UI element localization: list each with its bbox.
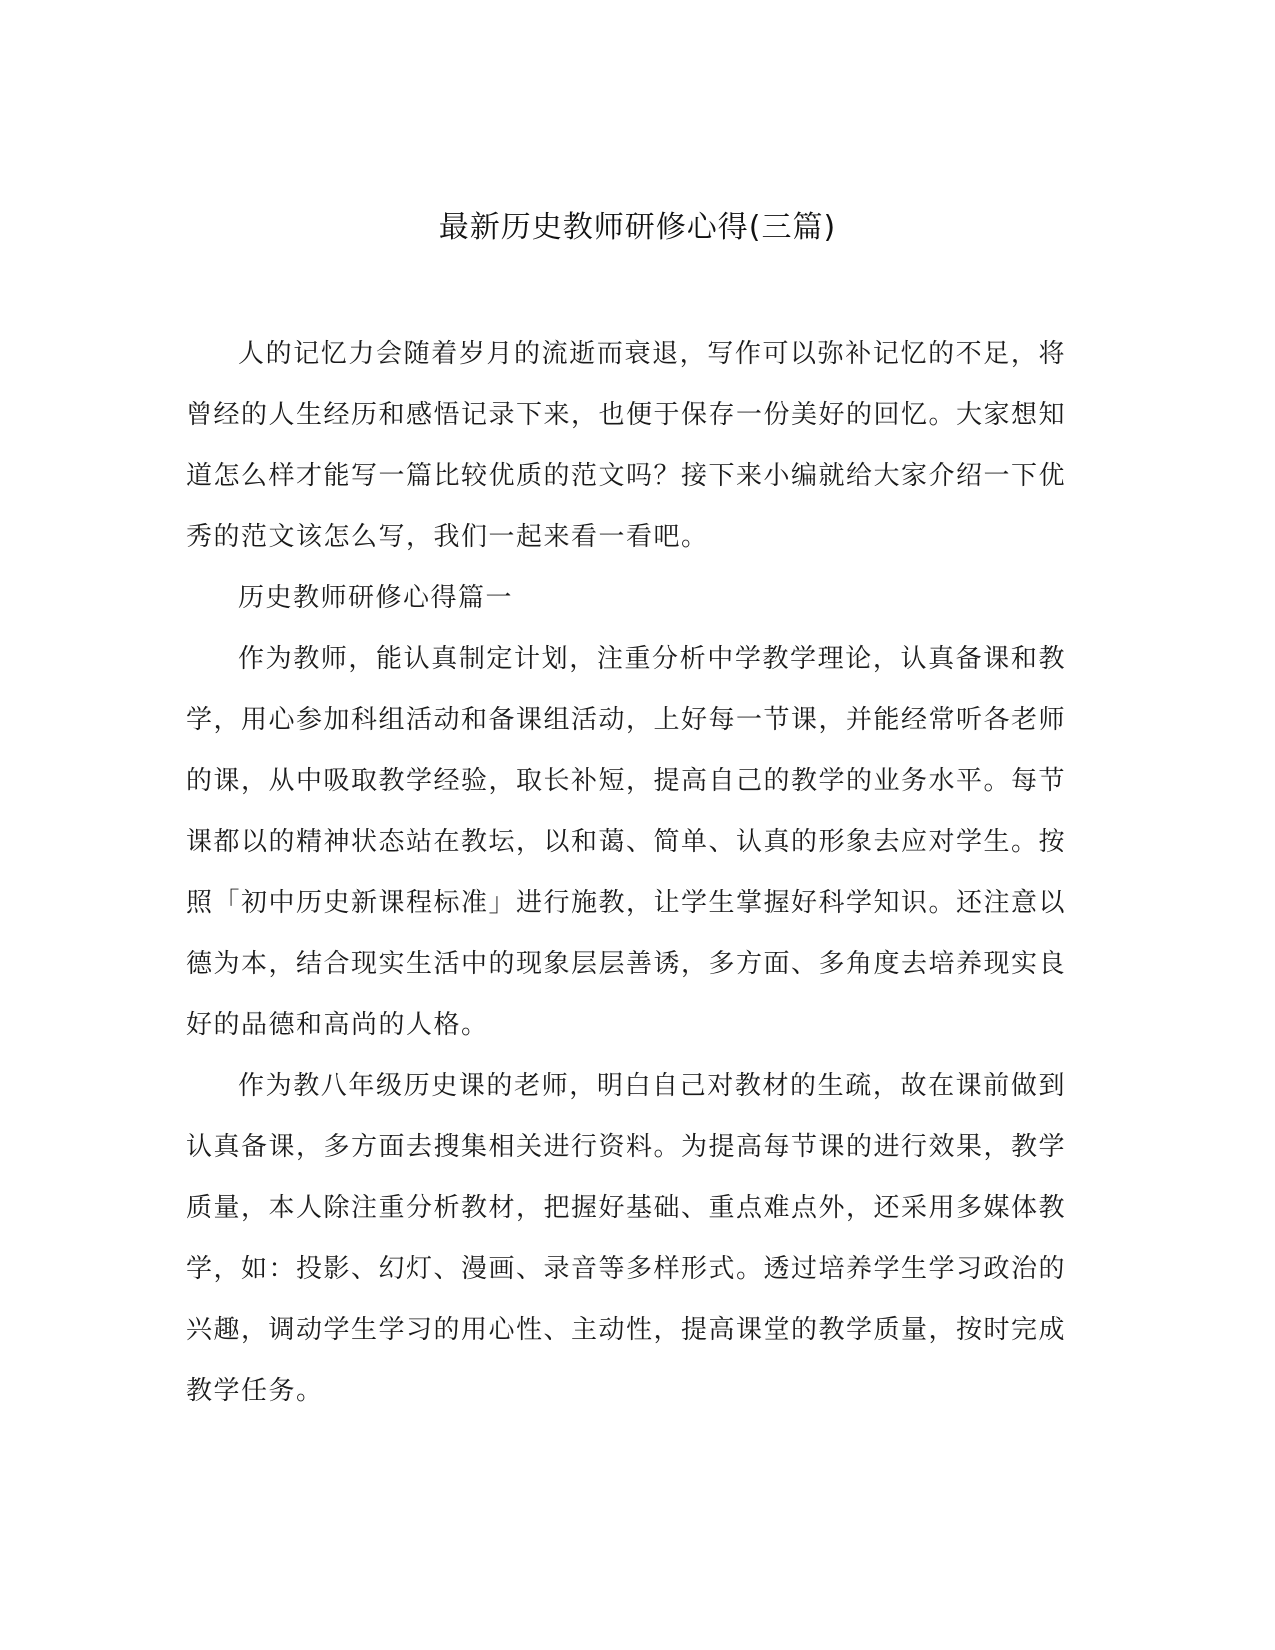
document-title: 最新历史教师研修心得(三篇) xyxy=(438,210,837,245)
section-heading: 历史教师研修心得篇一 xyxy=(238,583,514,613)
body-paragraph: 作为教师，能认真制定计划，注重分析中学教学理论，认真备课和教学，用心参加科组活动和备课组活动，上好每一节课，并能经常听各老师的课，从中吸取教学经验，取长补短，提高自己的教学的业务水平。每节课都以的精神状态站在教坛，以和蔼、简单、认真的形象去应对学生。按照「初中历史新课程标准」进行施教，让学生掌握好科学知识。还注意以德为本，结合现实生活中的现象层层善诱，多方面、多角度去培养现实良好的品德和高尚的人格。 xyxy=(186,644,1067,1040)
body-paragraph: 作为教八年级历史课的老师，明白自己对教材的生疏，故在课前做到认真备课，多方面去搜集相关进行资料。为提高每节课的进行效果，教学质量，本人除注重分析教材，把握好基础、重点难点外，还采用多媒体教学，如：投影、幻灯、漫画、录音等多样形式。透过培养学生学习政治的兴趣，调动学生学习的用心性、主动性，提高课堂的教学质量，按时完成教学任务。 xyxy=(186,1071,1067,1406)
document-body xyxy=(186,324,1066,1422)
intro-paragraph: 人的记忆力会随着岁月的流逝而衰退，写作可以弥补记忆的不足，将曾经的人生经历和感悟记录下来，也便于保存一份美好的回忆。大家想知道怎么样才能写一篇比较优质的范文吗？接下来小编就给大家介绍一下优秀的范文该怎么写，我们一起来看一看吧。 xyxy=(186,339,1067,552)
